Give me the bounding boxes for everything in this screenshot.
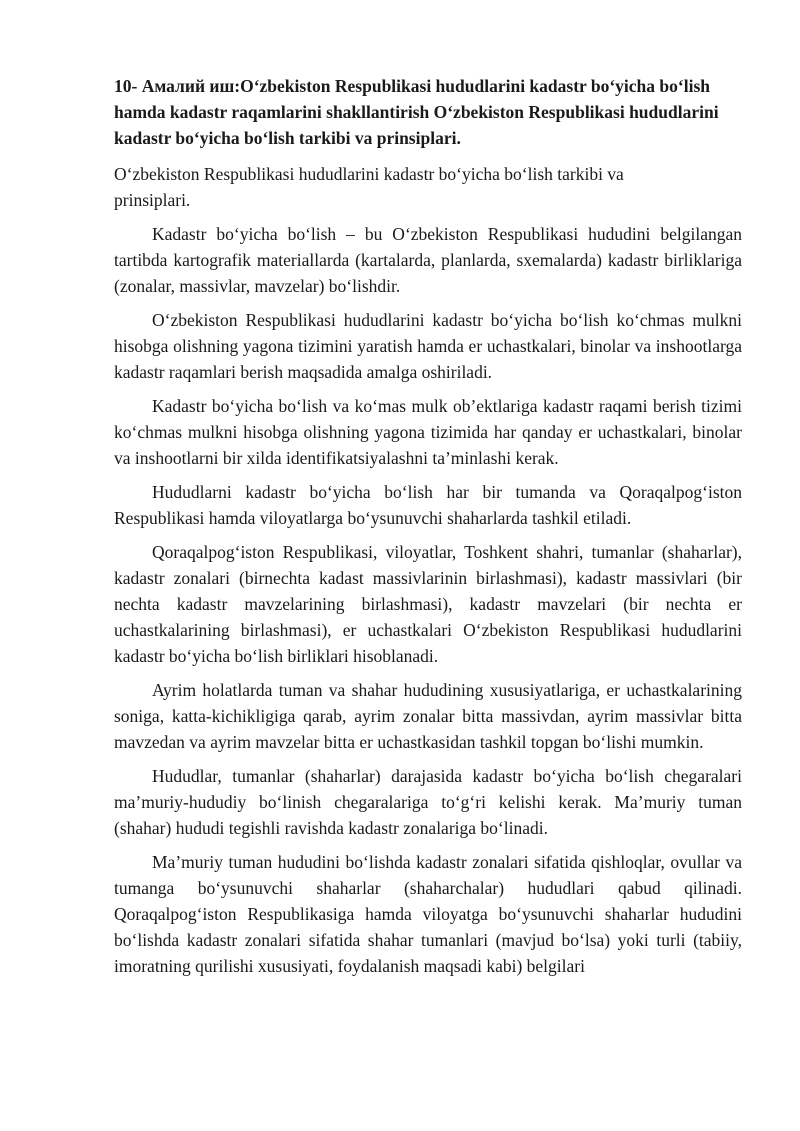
paragraph: Kadastr bo‘yicha bo‘lish va ko‘mas mulk ob’ektlariga kadastr raqami berish tizimi ko‘chmas mulkni hisobga olishning yagona tizimida har qanday er uchastkalari, binolar va inshootlarni bir xilda identifikatsiyalashni ta’minlashi kerak. bbox=[114, 396, 742, 468]
paragraph: Ma’muriy tuman hududini bo‘lishda kadastr zonalari sifatida qishloqlar, ovullar va tumanga bo‘ysunuvchi shaharlar (shaharchalar) hududlari qabud qilinadi. Qoraqalpog‘iston Respublikasiga hamda viloyatga bo‘ysunuvchi shaharlar hududini bo‘lishda kadastr zonalari sifatida shahar tumanlari (mavjud bo‘lsa) yoki turli (tabiiy, imoratning qurilishi xususiyati, foydalanish maqsadi kabi) belgilari bbox=[114, 852, 742, 976]
paragraph: Hududlar, tumanlar (shaharlar) darajasida kadastr bo‘yicha bo‘lish chegaralari ma’muriy-hududiy bo‘linish chegaralariga to‘g‘ri kelishi kerak. Ma’muriy tuman (shahar) hududi tegishli ravishda kadastr zonalariga bo‘linadi. bbox=[114, 766, 742, 838]
paragraph: O‘zbekiston Respublikasi hududlarini kadastr bo‘yicha bo‘lish ko‘chmas mulkni hisobga olishning yagona tizimini yaratish hamda er uchastkalari, binolar va inshootlarga kadastr raqamlari berish maqsadida amalga oshiriladi. bbox=[114, 310, 742, 382]
document-title: 10- Амалий иш:O‘zbekiston Respublikasi hududlarini kadastr bo‘yicha bo‘lish hamda kadastr raqamlarini shakllantirish O‘zbekiston Respublikasi hududlarini kadastr bo‘yicha bo‘lish tarkibi va prinsiplari. bbox=[114, 76, 719, 148]
document-page bbox=[114, 73, 742, 987]
paragraph: Qoraqalpog‘iston Respublikasi, viloyatlar, Toshkent shahri, tumanlar (shaharlar), kadastr zonalari (birnechta kadast massivlarinin birlashmasi), kadastr massivlari (bir nechta kadastr mavzelarining birlashmasi), kadastr mavzelari (bir nechta er uchastkalarining birlashmasi), er uchastkalari O‘zbekiston Respublikasi hududlarini kadastr bo‘yicha bo‘lish birliklari hisoblanadi. bbox=[114, 542, 742, 666]
document-subtitle: O‘zbekiston Respublikasi hududlarini kadastr bo‘yicha bo‘lish tarkibi va prinsiplari. bbox=[114, 164, 624, 210]
paragraph: Kadastr bo‘yicha bo‘lish – bu O‘zbekiston Respublikasi hududini belgilangan tartibda kartografik materiallarda (kartalarda, planlarda, sxemalarda) kadastr birliklariga (zonalar, massivlar, mavzelar) bo‘lishdir. bbox=[114, 224, 742, 296]
paragraph: Ayrim holatlarda tuman va shahar hududining xususiyatlariga, er uchastkalarining soniga, katta-kichikligiga qarab, ayrim zonalar bitta massivdan, ayrim massivlar bitta mavzedan va ayrim mavzelar bitta er uchastkasidan tashkil topgan bo‘lishi mumkin. bbox=[114, 680, 742, 752]
paragraph: Hududlarni kadastr bo‘yicha bo‘lish har bir tumanda va Qoraqalpog‘iston Respublikasi hamda viloyatlarga bo‘ysunuvchi shaharlarda tashkil etiladi. bbox=[114, 482, 742, 528]
